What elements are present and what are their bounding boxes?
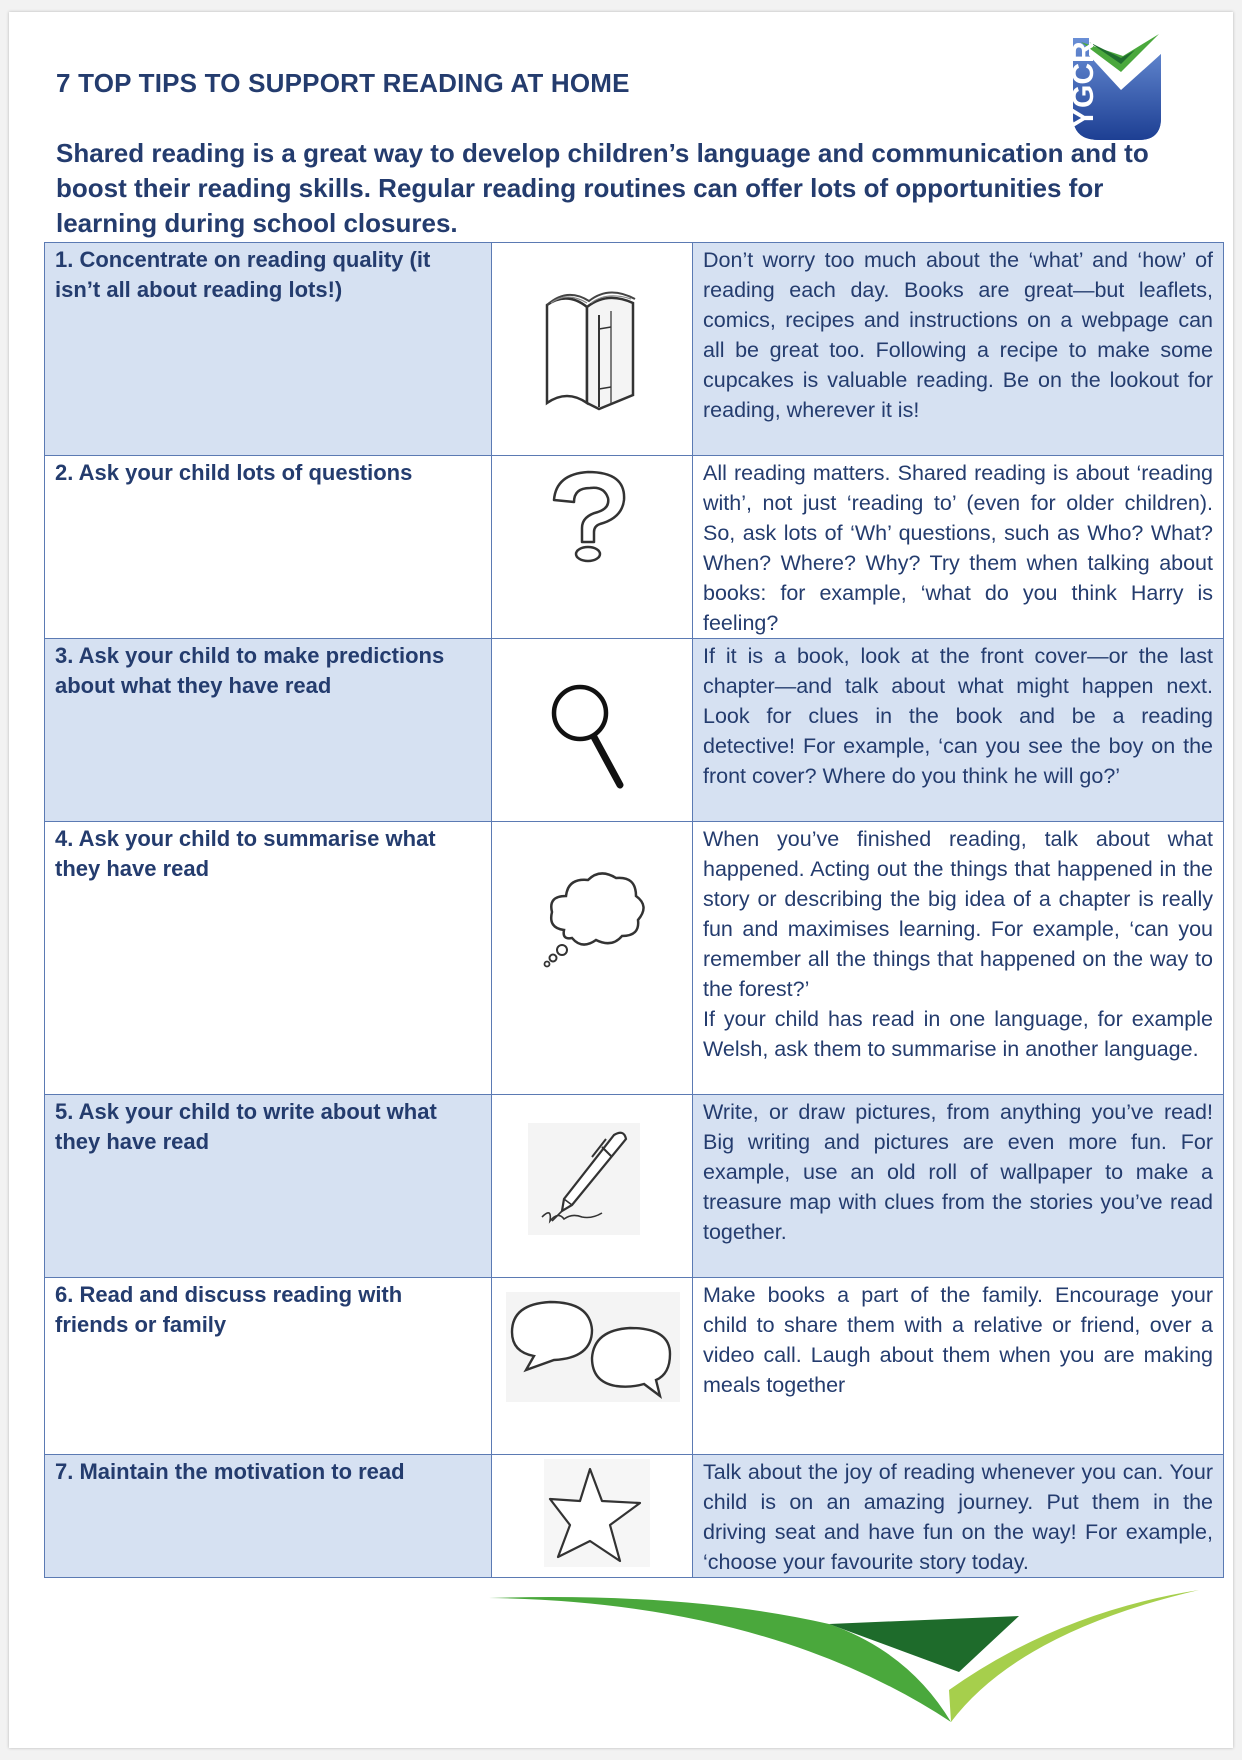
page-title: 7 TOP TIPS TO SUPPORT READING AT HOME [56, 68, 630, 98]
tip-heading: 7. Maintain the motivation to read [45, 1455, 492, 1578]
tip-text: When you’ve finished reading, talk about what happened. Acting out the things that happened in the story or describing the big idea of a chapter is really fun and maximises learning. For example, ‘can you remember all the things that happened on the way to the forest?’ [703, 827, 1213, 1001]
green-swoosh-decoration [9, 12, 1233, 1748]
intro-paragraph: Shared reading is a great way to develop children’s language and communication and to boost their reading skills. Regular reading routines can offer lots of opportunities for learning during school closures. [56, 138, 1149, 238]
tip-text: If it is a book, look at the front cover—or the last chapter—and talk about what might happen next. Look for clues in the book and be a reading detective! For example, ‘can you see the boy on the front cover? Where do you think he will go?’ [693, 639, 1224, 822]
document-page [9, 12, 1233, 1748]
tip-heading: 6. Read and discuss reading with friends or family [45, 1278, 492, 1455]
logo-text: YGCR [1067, 41, 1100, 128]
tip-heading: 2. Ask your child lots of questions [45, 456, 492, 639]
tip-heading: 5. Ask your child to write about what they have read [45, 1095, 492, 1278]
tip-text: Talk about the joy of reading whenever you can. Your child is on an amazing journey. Put them in the driving seat and have fun on the way! For example, ‘choose your favourite story today. [693, 1455, 1224, 1578]
tip-text: All reading matters. Shared reading is about ‘reading with’, not just ‘reading to’ (even for older children). So, ask lots of ‘Wh’ questions, such as Who? What? When? Where? Why? Try them when talking about books: for example, ‘what do you think Harry is feeling? [693, 456, 1224, 639]
tip-text: Write, or draw pictures, from anything you’ve read! Big writing and pictures are even more fun. For example, use an old roll of wallpaper to make a treasure map with clues from the stories you’ve read together. [693, 1095, 1224, 1278]
tip-heading: 1. Concentrate on reading quality (it isn’t all about reading lots!) [45, 243, 492, 456]
tip-text: Make books a part of the family. Encourage your child to share them with a relative or friend, over a video call. Laugh about them when you are making meals together [693, 1278, 1224, 1455]
tip-heading: 3. Ask your child to make predictions about what they have read [45, 639, 492, 822]
tip-heading: 4. Ask your child to summarise what they have read [45, 822, 492, 1095]
tip-text-extra: If your child has read in one language, for example Welsh, ask them to summarise in another language. [703, 1007, 1213, 1061]
tip-text: Don’t worry too much about the ‘what’ and ‘how’ of reading each day. Books are great—but leaflets, comics, recipes and instructions on a webpage can all be great too. Following a recipe to make some cupcakes is valuable reading. Be on the lookout for reading, wherever it is! [693, 243, 1224, 456]
